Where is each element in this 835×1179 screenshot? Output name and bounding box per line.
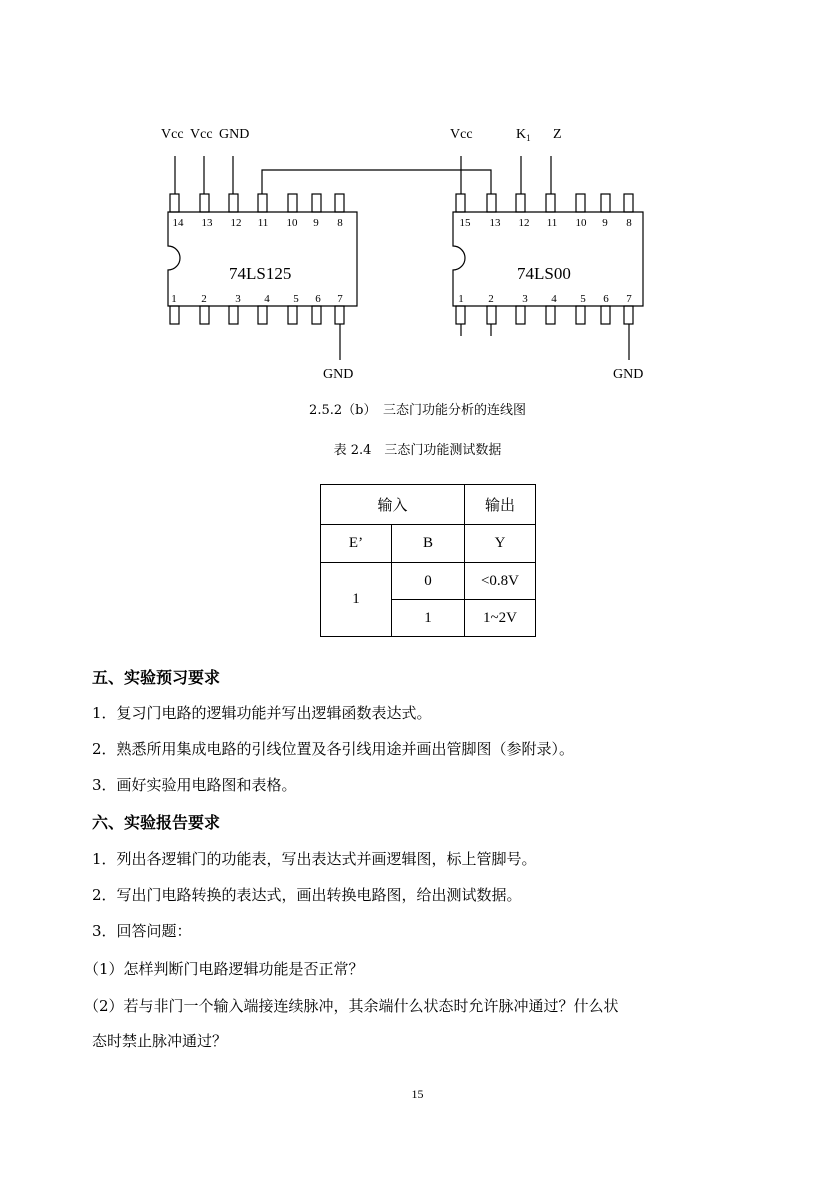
- pin: [456, 194, 465, 212]
- pin: [516, 194, 525, 212]
- pin: [601, 194, 610, 212]
- pin: [487, 194, 496, 212]
- section6-item-1: 1．列出各逻辑门的功能表，写出表达式并画逻辑图，标上管脚号。: [92, 850, 537, 868]
- figure-caption: 2.5.2（b） 三态门功能分析的连线图: [309, 403, 526, 418]
- pin: [258, 194, 267, 212]
- pin-number: 7: [626, 293, 632, 305]
- chip-name-74ls125: 74LS125: [229, 264, 292, 283]
- pin: [200, 306, 209, 324]
- table-caption: 表 2.4 三态门功能测试数据: [333, 443, 502, 458]
- label-gnd-top: GND: [219, 127, 250, 142]
- pin: [516, 306, 525, 324]
- pin-number: 5: [293, 293, 299, 305]
- pin-number: 1: [171, 293, 177, 305]
- pin: [601, 306, 610, 324]
- cell-e-value: 1: [321, 563, 392, 637]
- header-output: 输出: [465, 485, 536, 525]
- cell-b: 0: [392, 563, 465, 600]
- col-e: E’: [321, 525, 392, 563]
- pin-number: 3: [235, 293, 241, 305]
- pin: [170, 306, 179, 324]
- col-b: B: [392, 525, 465, 563]
- pin: [624, 194, 633, 212]
- function-test-table: [320, 484, 536, 637]
- pin: [456, 306, 465, 324]
- pin: [258, 306, 267, 324]
- section5-item-3: 3．画好实验用电路图和表格。: [92, 776, 297, 794]
- label-k1: $K_1$: [516, 127, 531, 143]
- pin-number: 10: [575, 217, 587, 229]
- pin-number: 4: [264, 293, 270, 305]
- pin-number: 9: [602, 217, 608, 229]
- wiring-diagram: [0, 0, 835, 400]
- wire-pin11-to-pin13: [262, 170, 491, 194]
- label-vcc-2: Vcc: [190, 127, 213, 142]
- pin: [576, 194, 585, 212]
- pin-number: 7: [337, 293, 343, 305]
- cell-y: 1~2V: [465, 600, 536, 637]
- pin-number: 11: [546, 217, 558, 229]
- pin: [312, 306, 321, 324]
- cell-y: <0.8V: [465, 563, 536, 600]
- label-gnd-left: GND: [323, 367, 354, 382]
- cell-b: 1: [392, 600, 465, 637]
- pin-number: 6: [603, 293, 609, 305]
- pin: [312, 194, 321, 212]
- question-2-line-2: 态时禁止脉冲通过？: [92, 1032, 228, 1050]
- label-z: Z: [553, 127, 562, 142]
- pin-number: 2: [201, 293, 207, 305]
- pin: [546, 194, 555, 212]
- pin-number: 4: [551, 293, 557, 305]
- pin: [624, 306, 633, 324]
- pin: [335, 194, 344, 212]
- pin: [335, 306, 344, 324]
- pin: [576, 306, 585, 324]
- pin-number: 12: [230, 217, 242, 229]
- page-number: 15: [411, 1087, 424, 1101]
- pin-number: 9: [313, 217, 319, 229]
- pin: [170, 194, 179, 212]
- section6-item-2: 2．写出门电路转换的表达式，画出转换电路图，给出测试数据。: [92, 886, 522, 904]
- col-y: Y: [465, 525, 536, 563]
- pin-number: 3: [522, 293, 528, 305]
- pin-number: 2: [488, 293, 494, 305]
- pin-number: 1: [458, 293, 464, 305]
- header-input: 输入: [321, 485, 465, 525]
- pin-number: 13: [201, 217, 213, 229]
- pin-number: 15: [459, 217, 471, 229]
- pin-number: 6: [315, 293, 321, 305]
- pin-number: 12: [518, 217, 530, 229]
- pin-number: 13: [489, 217, 501, 229]
- pin-number: 14: [172, 217, 184, 229]
- pin-number: 11: [257, 217, 269, 229]
- section5-title: 五、实验预习要求: [92, 668, 221, 687]
- pin: [487, 306, 496, 324]
- label-gnd-right: GND: [613, 367, 644, 382]
- pin: [229, 194, 238, 212]
- pin: [229, 306, 238, 324]
- section5-item-1: 1．复习门电路的逻辑功能并写出逻辑函数表达式。: [92, 704, 432, 722]
- section6-item-3: 3．回答问题：: [92, 922, 192, 940]
- question-1: （1）怎样判断门电路逻辑功能是否正常？: [84, 960, 364, 978]
- pin-number: 8: [626, 217, 632, 229]
- pin: [288, 306, 297, 324]
- pin-number: 5: [580, 293, 586, 305]
- chip-name-74ls00: 74LS00: [517, 264, 571, 283]
- label-vcc-right: Vcc: [450, 127, 473, 142]
- pin-number: 8: [337, 217, 343, 229]
- section5-item-2: 2．熟悉所用集成电路的引线位置及各引线用途并画出管脚图（参附录）。: [92, 740, 575, 758]
- pin: [546, 306, 555, 324]
- label-vcc-1: Vcc: [161, 127, 184, 142]
- section6-title: 六、实验报告要求: [92, 813, 221, 832]
- pin-number: 10: [286, 217, 298, 229]
- pin: [200, 194, 209, 212]
- question-2-line-1: （2）若与非门一个输入端接连续脉冲，其余端什么状态时允许脉冲通过？什么状: [84, 997, 619, 1015]
- pin: [288, 194, 297, 212]
